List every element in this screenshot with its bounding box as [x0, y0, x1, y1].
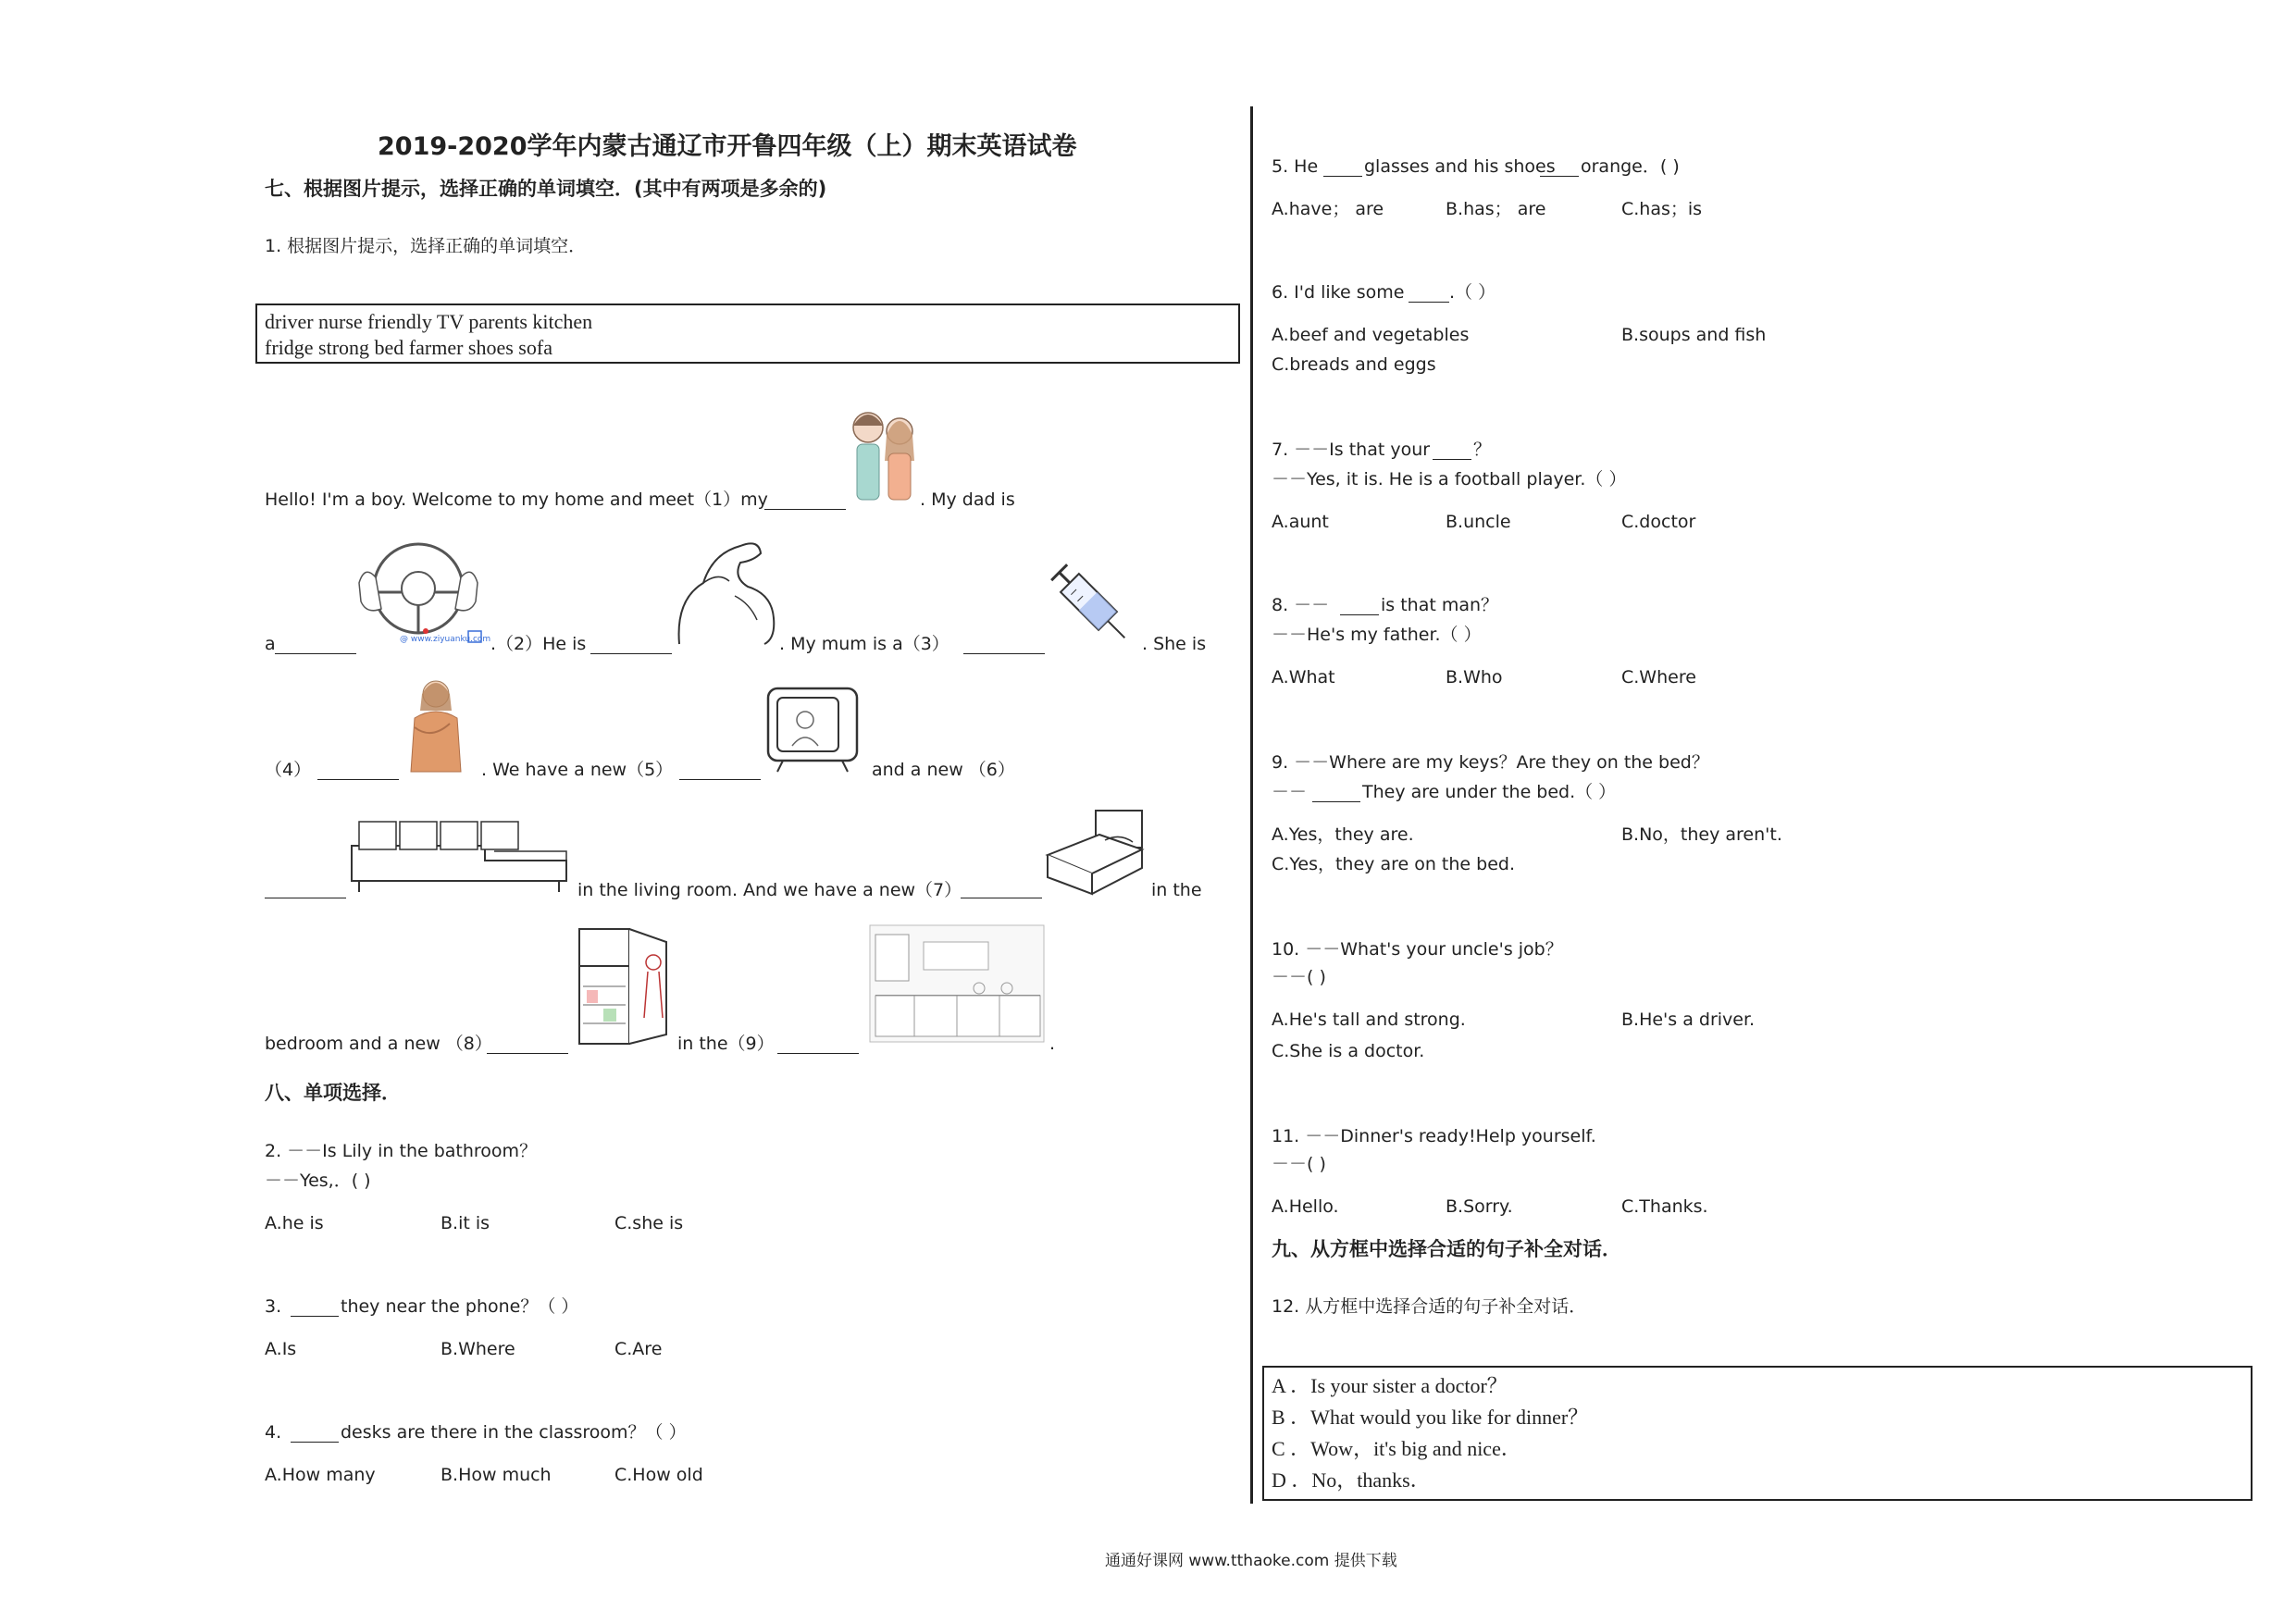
passage-line-2b: .（2）He is	[490, 634, 587, 654]
q2-option-b[interactable]: B.it is	[441, 1213, 490, 1233]
q10-option-b[interactable]: B.He's a driver.	[1621, 1010, 1756, 1030]
blank-3[interactable]	[963, 637, 1045, 654]
q8-blank[interactable]	[1340, 598, 1379, 615]
q9-option-b[interactable]: B.No，they aren't.	[1621, 824, 1782, 845]
q2-line-2: －－Yes,．( )	[265, 1171, 371, 1191]
parents-picture	[848, 407, 920, 503]
q10-line-2: －－( )	[1272, 967, 1326, 987]
blank-1[interactable]	[764, 492, 846, 510]
strong-arm-picture	[676, 535, 779, 648]
blank-driver[interactable]	[275, 637, 356, 654]
fridge-picture	[574, 925, 676, 1047]
q6-option-b[interactable]: B.soups and fish	[1621, 325, 1767, 345]
q10-option-a[interactable]: A.He's tall and strong.	[1272, 1010, 1466, 1030]
q5-part-b: glasses and his shoes	[1364, 156, 1556, 177]
q6-option-a[interactable]: A.beef and vegetables	[1272, 325, 1470, 345]
q6-part-b: .（ ）	[1449, 282, 1496, 303]
q3-text: they near the phone？（ ）	[341, 1296, 579, 1317]
q9-blank[interactable]	[1312, 785, 1360, 802]
passage-line-3c: and a new （6）	[872, 760, 1015, 780]
q11-line-1: 11. －－Dinner's ready!Help yourself.	[1272, 1126, 1596, 1146]
tv-picture	[764, 685, 861, 774]
passage-line-4c: in the	[1151, 880, 1202, 900]
passage-line-1b: . My dad is	[920, 489, 1015, 510]
steering-wheel-picture	[359, 537, 489, 650]
q7-part-a: 7. －－Is that your	[1272, 440, 1431, 460]
q9-part-b: They are under the bed.（ ）	[1362, 782, 1617, 802]
picture-caption: @ www.ziyuanku.com	[400, 635, 491, 644]
q7-line-2: －－Yes, it is. He is a football player.（ ）	[1272, 469, 1627, 489]
blank-5[interactable]	[679, 762, 761, 780]
q5-option-c[interactable]: C.has；is	[1621, 199, 1703, 219]
syringe-picture	[1046, 555, 1138, 655]
kitchen-picture	[868, 923, 1046, 1044]
q11-option-a[interactable]: A.Hello.	[1272, 1196, 1339, 1217]
q4-text: desks are there in the classroom？（ ）	[341, 1422, 687, 1443]
section7-heading: 七、根据图片提示，选择正确的单词填空．(其中有两项是多余的)	[265, 178, 827, 200]
passage-line-5b: in the（9）	[677, 1034, 775, 1054]
q3-blank[interactable]	[291, 1299, 339, 1317]
q4-number: 4.	[265, 1422, 282, 1443]
q4-option-b[interactable]: B.How much	[441, 1465, 552, 1485]
q5-part-a: 5. He	[1272, 156, 1319, 177]
q3-option-b[interactable]: B.Where	[441, 1339, 515, 1359]
bed-picture	[1044, 809, 1148, 894]
word-box-line-1: driver nurse friendly TV parents kitchen	[265, 310, 593, 333]
passage-line-2d: . She is	[1142, 634, 1207, 654]
q8-part-a: 8. －－	[1272, 595, 1330, 615]
q4-option-c[interactable]: C.How old	[614, 1465, 703, 1485]
blank-8[interactable]	[487, 1036, 568, 1054]
q5-blank-1[interactable]	[1323, 159, 1362, 177]
blank-9[interactable]	[777, 1036, 859, 1054]
q7-option-b[interactable]: B.uncle	[1446, 512, 1511, 532]
q3-number: 3.	[265, 1296, 282, 1317]
q2-line-1: 2. －－Is Lily in the bathroom？	[265, 1141, 538, 1161]
sentence-option-d: D ．No，thanks．	[1272, 1468, 1431, 1492]
q4-blank[interactable]	[291, 1425, 339, 1443]
sentence-option-a: A ．Is your sister a doctor？	[1272, 1374, 1508, 1397]
page-title: 2019-2020学年内蒙古通辽市开鲁四年级（上）期末英语试卷	[378, 132, 1077, 161]
q12-stem: 12. 从方框中选择合适的句子补全对话．	[1272, 1296, 1587, 1317]
q8-part-b: is that man？	[1381, 595, 1499, 615]
passage-line-5c: .	[1049, 1034, 1056, 1054]
q7-blank[interactable]	[1433, 442, 1471, 460]
q11-option-c[interactable]: C.Thanks.	[1621, 1196, 1708, 1217]
blank-6[interactable]	[265, 881, 346, 898]
q8-option-a[interactable]: A.What	[1272, 667, 1335, 688]
q9-line-1: 9. －－Where are my keys？Are they on the bed？	[1272, 752, 1709, 773]
sentence-option-c: C ．Wow，it's big and nice．	[1272, 1437, 1521, 1460]
q10-line-1: 10. －－What's your uncle's job？	[1272, 939, 1563, 960]
q5-option-b[interactable]: B.has； are	[1446, 199, 1546, 219]
sofa-picture	[346, 814, 572, 898]
q3-option-c[interactable]: C.Are	[614, 1339, 663, 1359]
q4-option-a[interactable]: A.How many	[265, 1465, 376, 1485]
q8-option-b[interactable]: B.Who	[1446, 667, 1503, 688]
passage-line-2c: . My mum is a（3）	[779, 634, 949, 654]
q6-option-c[interactable]: C.breads and eggs	[1272, 354, 1436, 375]
q2-option-a[interactable]: A.he is	[265, 1213, 324, 1233]
passage-line-4b: in the living room. And we have a new（7）	[577, 880, 962, 900]
q10-option-c[interactable]: C.She is a doctor.	[1272, 1041, 1425, 1061]
passage-line-1a: Hello! I'm a boy. Welcome to my home and meet（1）my	[265, 489, 768, 510]
q9-option-c[interactable]: C.Yes，they are on the bed.	[1272, 854, 1515, 874]
q5-option-a[interactable]: A.have； are	[1272, 199, 1384, 219]
q5-blank-2[interactable]	[1540, 159, 1579, 177]
q7-part-b: ？	[1473, 440, 1492, 460]
blank-7[interactable]	[961, 881, 1042, 898]
q2-option-c[interactable]: C.she is	[614, 1213, 684, 1233]
passage-line-3b: . We have a new（5）	[481, 760, 674, 780]
q1-stem: 1. 根据图片提示，选择正确的单词填空．	[265, 236, 587, 256]
sentence-option-b: B ．What would you like for dinner？	[1272, 1406, 1589, 1429]
page-footer: 通通好课网 www.tthaoke.com 提供下载	[1105, 1552, 1397, 1570]
q6-part-a: 6. I'd like some	[1272, 282, 1405, 303]
q9-part-a: －－	[1272, 782, 1308, 802]
friendly-woman-picture	[403, 675, 468, 772]
q9-option-a[interactable]: A.Yes，they are.	[1272, 824, 1414, 845]
passage-line-2a: a	[265, 634, 276, 654]
blank-2[interactable]	[590, 637, 672, 654]
q11-option-b[interactable]: B.Sorry.	[1446, 1196, 1513, 1217]
q3-option-a[interactable]: A.Is	[265, 1339, 297, 1359]
column-divider	[1250, 106, 1253, 1504]
q7-option-a[interactable]: A.aunt	[1272, 512, 1329, 532]
q6-blank[interactable]	[1409, 285, 1449, 303]
passage-line-5a: bedroom and a new （8）	[265, 1034, 492, 1054]
section8-heading: 八、单项选择．	[265, 1082, 401, 1104]
q8-line-2: －－He's my father.（ ）	[1272, 625, 1482, 645]
q8-option-c[interactable]: C.Where	[1621, 667, 1696, 688]
q7-option-c[interactable]: C.doctor	[1621, 512, 1696, 532]
q5-part-c: orange．( )	[1581, 156, 1680, 177]
blank-4[interactable]	[317, 762, 399, 780]
q11-line-2: －－( )	[1272, 1154, 1326, 1174]
section9-heading: 九、从方框中选择合适的句子补全对话．	[1272, 1238, 1621, 1260]
passage-line-3a: （4）	[265, 760, 312, 780]
word-box-line-2: fridge strong bed farmer shoes sofa	[265, 336, 552, 359]
